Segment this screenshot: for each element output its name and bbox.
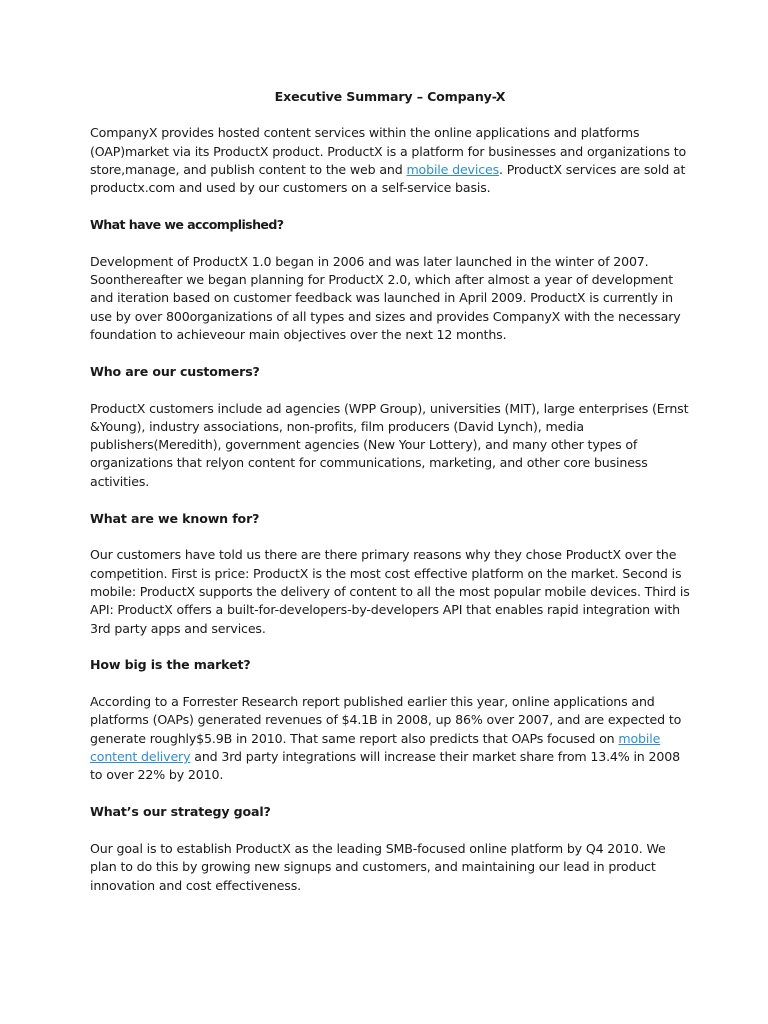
section-text-accomplished: Development of ProductX 1.0 began in 2006 and was later launched in the winter of 2007. Soonthereafter we began planning for ProductX 2.0, which after almost a year of development and iteration based on customer feedback was launched in April 2009. ProductX is currently in use by over 800organizations of all types and sizes and provides CompanyX with the necessary foundation to achieveour main objectives over the next 12 months. — [90, 253, 681, 342]
intro-text-2: . ProductX services are sold at productx.com and used by our customers on a self-service basis. — [90, 161, 686, 196]
section-text-known-for: Our customers have told us there are there primary reasons why they chose ProductX over the competition. First is price: ProductX is the most cost effective platform on the market. Second is mobile: ProductX supports the delivery of content to all the most popular mobile devices. Third is API: ProductX offers a built-for-developers-by-developers API that enables rapid integration with 3rd party apps and services. — [90, 547, 690, 636]
section-heading-accomplished: What have we accomplished? — [90, 216, 284, 232]
section-text-customers: ProductX customers include ad agencies (WPP Group), universities (MIT), large enterprises (Ernst &Young), industry associations, non-profits, film producers (David Lynch), media publishers(Meredith), government agencies (New Your Lottery), and many other types of organizations that relyon content for communications, marketing, and other core business activities. — [90, 400, 689, 489]
market-text-2: and 3rd party integrations will increase their market share from 13.4% in 2008 to over 22% by 2010. — [90, 749, 680, 783]
section-text-market — [90, 693, 690, 784]
section-heading-known-for: What are we known for? — [90, 510, 260, 526]
section-heading-customers: Who are our customers? — [90, 363, 260, 379]
intro-paragraph — [90, 124, 690, 197]
mobile-content-delivery-link[interactable]: mobile content delivery — [90, 730, 661, 765]
mobile-devices-link[interactable]: mobile devices — [406, 161, 499, 177]
section-heading-market: How big is the market? — [90, 657, 251, 673]
intro-text-1: CompanyX provides hosted content services within the online applications and platforms (OAP)market via its ProductX product. ProductX is a platform for businesses and organizations to store,manage, and publish content to the web and — [90, 125, 687, 177]
section-heading-strategy: What’s our strategy goal? — [90, 804, 271, 820]
document-title: Executive Summary – Company-X — [274, 89, 506, 104]
section-text-strategy: Our goal is to establish ProductX as the leading SMB-focused online platform by Q4 2010. We plan to do this by growing new signups and customers, and maintaining our lead in product innovation and cost effectiveness. — [90, 840, 666, 893]
market-text-1: According to a Forrester Research report published earlier this year, online applications and platforms (OAPs) generated revenues of $4.1B in 2008, up 86% over 2007, and are expected to generate roughly$5.9B in 2010. That same report also predicts that OAPs focused on — [90, 694, 682, 746]
document-page — [90, 88, 690, 913]
